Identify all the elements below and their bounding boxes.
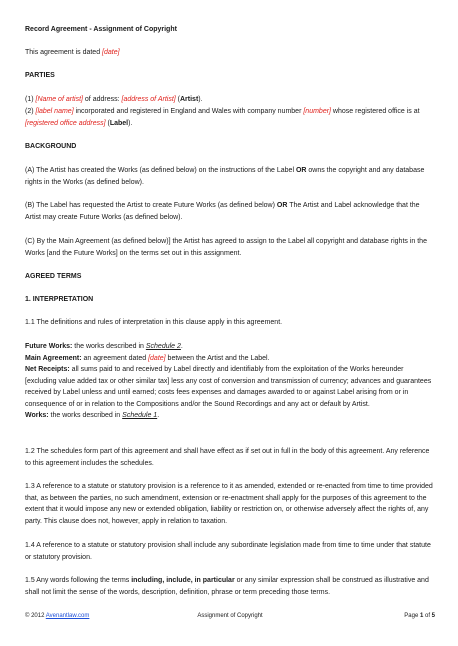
main-date-placeholder: [date]	[148, 354, 166, 362]
dated-line	[25, 47, 435, 59]
background-heading: BACKGROUND	[25, 143, 77, 150]
party-1-paren: (	[175, 96, 180, 103]
background-a-text-2: owns the copyright and any database rights in the Works (as defined below).	[25, 167, 425, 186]
website-link[interactable]: Avenantlaw.com	[45, 613, 90, 619]
background-b-or: OR	[276, 202, 288, 209]
party-2-text-2: whose registered office is at	[330, 108, 420, 115]
footer-title: Assignment of Copyright	[197, 613, 263, 619]
definition-net-receipts	[25, 364, 435, 410]
page-of: of	[423, 613, 432, 619]
interpretation-heading: 1. INTERPRETATION	[25, 296, 94, 303]
definition-main-agreement	[25, 353, 435, 365]
page-number	[404, 613, 435, 619]
dated-text: This agreement is dated	[25, 49, 103, 56]
page-footer	[25, 613, 435, 625]
copyright-text: © 2012	[25, 613, 46, 619]
document-title: Record Agreement - Assignment of Copyright	[25, 26, 177, 33]
def-net-text: all sums paid to and received by Label directly and identifiably from the exploitation of the Works hereunder [excluding value added tax or other similar tax] less any cost of conversion and transmission of currency; advances and guarantees received by Label unless and until earned; costs fees expenses and damages awarded to or against Label arising from or in consequence of or in relation to the Compositions and/or the Sound Recordings and any act or default by Artist.	[25, 366, 432, 408]
def-future-text: the works described in	[72, 343, 146, 350]
total-pages: 5	[431, 613, 435, 619]
party-1	[25, 94, 435, 106]
clause-1-5-terms: including, include, in particular	[131, 577, 235, 584]
clause-1-5	[25, 575, 435, 598]
office-address-placeholder: [registered office address]	[25, 119, 106, 127]
clause-1-1: 1.1 The definitions and rules of interpretation in this clause apply in this agreement.	[25, 319, 283, 326]
agreed-terms-heading: AGREED TERMS	[25, 273, 82, 280]
artist-name-placeholder: [Name of artist]	[35, 96, 83, 103]
artist-role: Artist	[180, 96, 199, 103]
company-number-placeholder: [number]	[303, 108, 331, 115]
schedule-1-link[interactable]: Schedule 1	[122, 412, 158, 419]
definition-future-works	[25, 341, 435, 353]
party-2-paren: (	[105, 119, 110, 127]
def-future-end: .	[180, 343, 183, 350]
clause-1-4: 1.4 A reference to a statute or statutory provision shall include any subordinate legislation made from time to time under that statute or statutory provision.	[25, 542, 431, 561]
background-b-text: (B) The Label has requested the Artist to create Future Works (as defined below)	[25, 202, 277, 209]
term-works: Works:	[25, 412, 49, 419]
party-2-end: ).	[128, 119, 133, 127]
clause-1-5-text-2: or any similar expression shall be construed as illustrative and shall not limit the sense of the words, description, definition, phrase or term preceding those terms.	[25, 577, 429, 596]
label-role: Label	[109, 119, 129, 127]
background-a	[25, 165, 435, 188]
label-name-placeholder: [label name]	[35, 108, 74, 115]
date-placeholder: [date]	[102, 49, 120, 56]
def-main-text-2: between the Artist and the Label.	[165, 354, 270, 362]
party-2-number: (2)	[25, 108, 36, 115]
party-1-end: ).	[198, 96, 203, 103]
artist-address-placeholder: [address of Artist]	[121, 96, 176, 103]
def-works-text: the works described in	[48, 412, 123, 419]
def-main-text: an agreement dated	[81, 354, 149, 362]
schedule-2-link[interactable]: Schedule 2	[145, 343, 181, 350]
background-c: (C) By the Main Agreement (as defined below)] the Artist has agreed to assign to the Label all copyright and database rights in the Works [and the Future Works] on the terms set out in this assignment.	[25, 238, 427, 257]
background-b	[25, 200, 435, 223]
current-page: 1	[419, 613, 424, 619]
background-a-or: OR	[295, 167, 307, 174]
clause-1-5-text: 1.5 Any words following the terms	[25, 577, 132, 584]
party-1-number: (1)	[25, 96, 36, 103]
parties-heading: PARTIES	[25, 72, 55, 79]
term-net-receipts: Net Receipts:	[25, 366, 70, 373]
clause-1-2: 1.2 The schedules form part of this agreement and shall have effect as if set out in full in the body of this agreement. Any reference to this agreement includes the schedules.	[25, 448, 430, 467]
background-a-text: (A) The Artist has created the Works (as defined below) on the instructions of the Label	[25, 167, 296, 174]
party-2-text: incorporated and registered in England and Wales with company number	[73, 108, 304, 115]
party-2	[25, 106, 435, 129]
definition-works	[25, 410, 435, 422]
def-works-end: .	[157, 412, 160, 419]
term-main-agreement: Main Agreement:	[25, 354, 82, 362]
page-label: Page	[404, 613, 420, 619]
background-b-text-2: The Artist and Label acknowledge that the Artist may create Future Works (as defined below).	[25, 202, 420, 221]
term-future-works: Future Works:	[25, 343, 73, 350]
definitions	[25, 341, 435, 422]
party-1-text: of address:	[82, 96, 122, 103]
clause-1-3: 1.3 A reference to a statute or statutory provision is a reference to it as amended, extended or re-enacted from time to time provided that, as between the parties, no such amendment, extension or re-enactment shall apply for the purposes of this agreement to the extent that it would impose any new or extended obligation, liability or restriction on, or otherwise adversely affect the rights of, any party. This clause does not, however, apply in relation to taxation.	[25, 483, 433, 525]
